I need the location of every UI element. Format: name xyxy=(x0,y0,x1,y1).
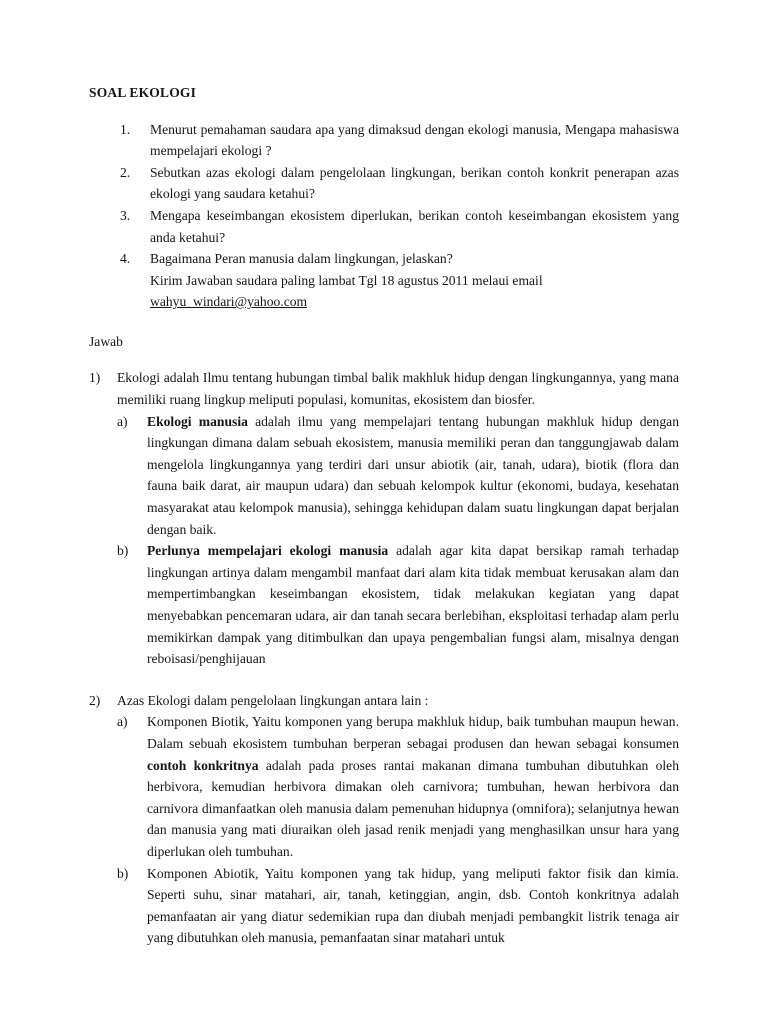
answer-1-sublead-b: Perlunya mempelajari ekologi manusia xyxy=(147,543,389,559)
question-text-1: Menurut pemahaman saudara apa yang dimaksud dengan ekologi manusia, Mengapa mahasiswa mempelajari ekologi ? xyxy=(150,121,679,159)
answer-1-subtext-b xyxy=(147,540,679,670)
answer-marker-1: 1) xyxy=(89,370,101,386)
answer-2-subitem-a xyxy=(117,711,679,862)
answer-intro-2: Azas Ekologi dalam pengelolaan lingkungan antara lain : xyxy=(117,692,429,708)
document-content xyxy=(89,84,679,949)
answer-1-submarker-a: a) xyxy=(117,413,128,429)
answer-2-submarker-a: a) xyxy=(117,714,128,730)
answer-item-1 xyxy=(89,367,679,669)
question-text-4: Bagaimana Peran manusia dalam lingkungan, jelaskan? xyxy=(150,251,453,267)
email-link[interactable]: wahyu_windari@yahoo.com xyxy=(150,294,308,310)
question-item-2 xyxy=(112,162,679,205)
answer-block-spacer xyxy=(89,670,679,690)
question-item-4 xyxy=(112,248,679,313)
question-marker-1: 1. xyxy=(120,121,131,137)
answer-1-subbody-b: adalah agar kita dapat bersikap ramah terhadap lingkungan artinya dalam mengambil manfaat dari alam kita tidak membuat kerusakan alam dan mempertimbangkan keseimbangan ekosistem, tidak melakukan kegiatan yang dapat menyebabkan pencemaran udara, air dan tanah secara berlebihan, eksploitasi terhadap alam perlu memikirkan dampak yang ditimbulkan dan upaya pengembalian fungsi alam, misalnya dengan reboisasi/penghijauan xyxy=(147,543,679,667)
answer-1-subtext-a xyxy=(147,411,679,541)
question-list xyxy=(89,119,679,313)
answer-1-sublead-a: Ekologi manusia xyxy=(147,413,248,429)
answer-2-subbody-b1: Komponen Abiotik, Yaitu komponen yang tak hidup, yang meliputi faktor fisik dan kimia. Seperti suhu, sinar matahari, air, tanah, ketinggian, angin, dsb. Contoh konkritnya adalah pemanfaatan air yang diatur sedemikian rupa dan diubah menjadi pembangkit listrik tenaga air yang dibutuhkan oleh manusia, pemanfaatan sinar matahari untuk xyxy=(147,865,679,946)
answer-marker-2: 2) xyxy=(89,692,101,708)
answer-1-subbody-a: adalah ilmu yang mempelajari tentang hubungan makhluk hidup dengan lingkungan dimana dalam sebuah ekosistem, manusia memiliki peran dan tanggungjawab dalam mengelola lingkungannya yang terdiri dari unsur abiotik (air, tanah, udara), biotik (flora dan fauna baik darat, air maupun udara) dan sebuah kelompok kultur (ekonomi, budaya, kesehatan masyarakat atau kelompok manusia), sehingga kehidupan dalam suatu lingkungan dapat berjalan dengan baik. xyxy=(147,413,679,537)
answer-2-submid-a: contoh konkritnya xyxy=(147,757,259,773)
answer-list xyxy=(89,367,679,948)
answer-2-subtext-b xyxy=(147,863,679,949)
question-marker-2: 2. xyxy=(120,164,131,180)
page-title: SOAL EKOLOGI xyxy=(89,85,197,100)
question-marker-3: 3. xyxy=(120,207,131,223)
answers-heading: Jawab xyxy=(89,333,123,349)
answer-2-sublist xyxy=(117,711,679,949)
answer-2-subtext-a xyxy=(147,711,679,862)
answer-1-submarker-b: b) xyxy=(117,543,129,559)
answer-item-2 xyxy=(89,690,679,949)
question-text-3: Mengapa keseimbangan ekosistem diperlukan, berikan contoh keseimbangan ekosistem yang anda ketahui? xyxy=(150,207,679,245)
question-item-3 xyxy=(112,205,679,248)
question-text-2: Sebutkan azas ekologi dalam pengelolaan lingkungan, berikan contoh konkrit penerapan azas ekologi yang saudara ketahui? xyxy=(150,164,679,202)
answer-intro-1: Ekologi adalah Ilmu tentang hubungan timbal balik makhluk hidup dengan lingkungannya, yang mana memiliki ruang lingkup meliputi populasi, komunitas, ekosistem dan biosfer. xyxy=(117,370,679,408)
answer-1-subitem-a xyxy=(117,411,679,541)
answer-2-subitem-b xyxy=(117,863,679,949)
question-marker-4: 4. xyxy=(120,251,131,267)
answer-2-subbody-a2: adalah pada proses rantai makanan dimana tumbuhan dibutuhkan oleh herbivora, kemudian herbivora dimakan oleh carnivora; tumbuhan, hewan herbivora dan carnivora dimanfaatkan oleh manusia dalam pemenuhan hidupnya (omnifora); selanjutnya hewan dan manusia yang mati diuraikan oleh jasad renik menjadi yang menghasilkan unsur hara yang diperlukan oleh tumbuhan. xyxy=(147,757,679,859)
answer-1-sublist xyxy=(117,411,679,670)
question-item-1 xyxy=(112,119,679,162)
answer-2-submarker-b: b) xyxy=(117,865,129,881)
submission-email-line xyxy=(150,291,679,313)
answer-2-subbody-a1: Komponen Biotik, Yaitu komponen yang berupa makhluk hidup, baik tumbuhan maupun hewan. Dalam sebuah ekosistem tumbuhan berperan sebagai produsen dan hewan sebagai konsumen xyxy=(147,714,679,751)
answer-1-subitem-b xyxy=(117,540,679,670)
submission-note: Kirim Jawaban saudara paling lambat Tgl 18 agustus 2011 melaui email xyxy=(150,272,543,288)
